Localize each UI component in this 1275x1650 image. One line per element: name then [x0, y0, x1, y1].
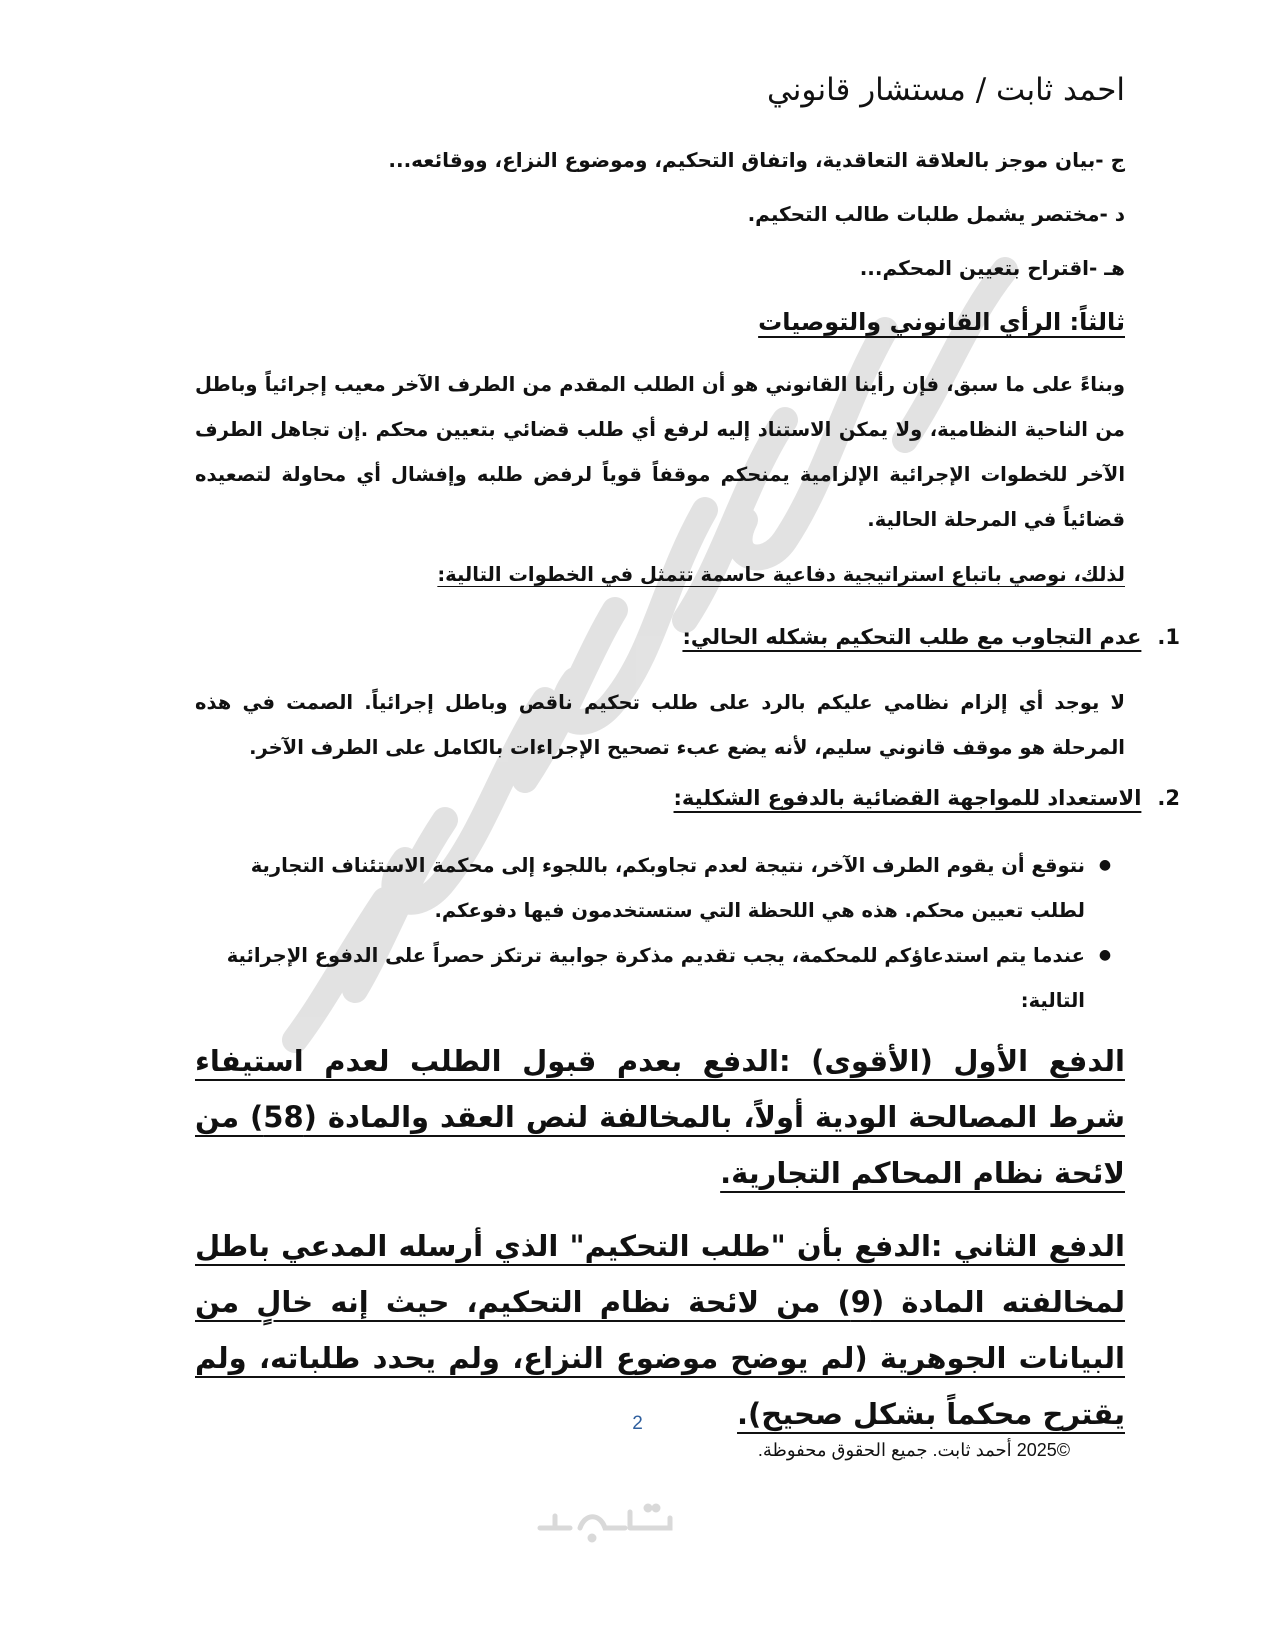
step-2-heading	[674, 786, 1180, 810]
bullet-text: نتوقع أن يقوم الطرف الآخر، نتيجة لعدم تجاوبكم، باللجوء إلى محكمة الاستئناف التجارية لطلب تعيين محكم. هذه هي اللحظة التي ستستخدمون فيها دفوعكم.	[250, 854, 1085, 922]
step-2-title: الاستعداد للمواجهة القضائية بالدفوع الشكلية:	[673, 786, 1142, 810]
list-item-d: د -مختصر يشمل طلبات طالب التحكيم.	[747, 202, 1125, 226]
bullet-item	[195, 843, 1125, 933]
step-1-number: 1.	[1157, 625, 1180, 649]
defense-1: الدفع الأول (الأقوى) :الدفع بعدم قبول الطلب لعدم استيفاء شرط المصالحة الودية أولاً، بالمخالفة لنص العقد والمادة (58) من لائحة نظام المحاكم التجارية.	[195, 1044, 1126, 1190]
section-heading: ثالثاً: الرأي القانوني والتوصيات	[758, 308, 1125, 336]
bullet-text: عندما يتم استدعاؤكم للمحكمة، يجب تقديم مذكرة جوابية ترتكز حصراً على الدفوع الإجرائية التالية:	[226, 944, 1085, 1012]
copyright-notice: ©2025 أحمد ثابت. جميع الحقوق محفوظة.	[757, 1440, 1070, 1460]
footer-logo-icon	[530, 1498, 680, 1548]
step-1-body: لا يوجد أي إلزام نظامي عليكم بالرد على طلب تحكيم ناقص وباطل إجرائياً. الصمت في هذه المرحلة هو موقف قانوني سليم، لأنه يضع عبء تصحيح الإجراءات بالكامل على الطرف الآخر.	[195, 691, 1125, 759]
step-1-title: عدم التجاوب مع طلب التحكيم بشكله الحالي:	[682, 625, 1142, 649]
bullet-dot-icon: ●	[1098, 947, 1112, 963]
strategy-intro: لذلك، نوصي باتباع استراتيجية دفاعية حاسمة تتمثل في الخطوات التالية:	[437, 563, 1125, 586]
list-item-h: هـ -اقتراح بتعيين المحكم...	[859, 256, 1125, 280]
page-number: 2	[632, 1413, 643, 1434]
step-2-number: 2.	[1157, 786, 1180, 810]
bullet-dot-icon: ●	[1098, 857, 1112, 873]
defense-2: الدفع الثاني :الدفع بأن "طلب التحكيم" الذي أرسله المدعي باطل لمخالفته المادة (9) من لائحة نظام التحكيم، حيث إنه خالٍ من البيانات الجوهرية (لم يوضح موضوع النزاع، ولم يحدد طلباته، ولم يقترح محكماً بشكل صحيح).	[195, 1229, 1126, 1431]
step-1-heading	[682, 625, 1180, 649]
list-item-c: ج -بيان موجز بالعلاقة التعاقدية، واتفاق التحكيم، وموضوع النزاع، ووقائعه...	[388, 148, 1125, 172]
bullet-item	[195, 933, 1125, 1023]
page-header-title: احمد ثابت / مستشار قانوني	[766, 72, 1125, 108]
opinion-paragraph: وبناءً على ما سبق، فإن رأينا القانوني هو أن الطلب المقدم من الطرف الآخر معيب إجرائياً وباطل من الناحية النظامية، ولا يمكن الاستناد إليه لرفع أي طلب قضائي بتعيين محكم .إن تجاهل الطرف الآخر للخطوات الإجرائية الإلزامية يمنحكم موقفاً قوياً لرفض طلبه وإفشال أي محاولة لتصعيده قضائياً في المرحلة الحالية.	[195, 373, 1125, 531]
